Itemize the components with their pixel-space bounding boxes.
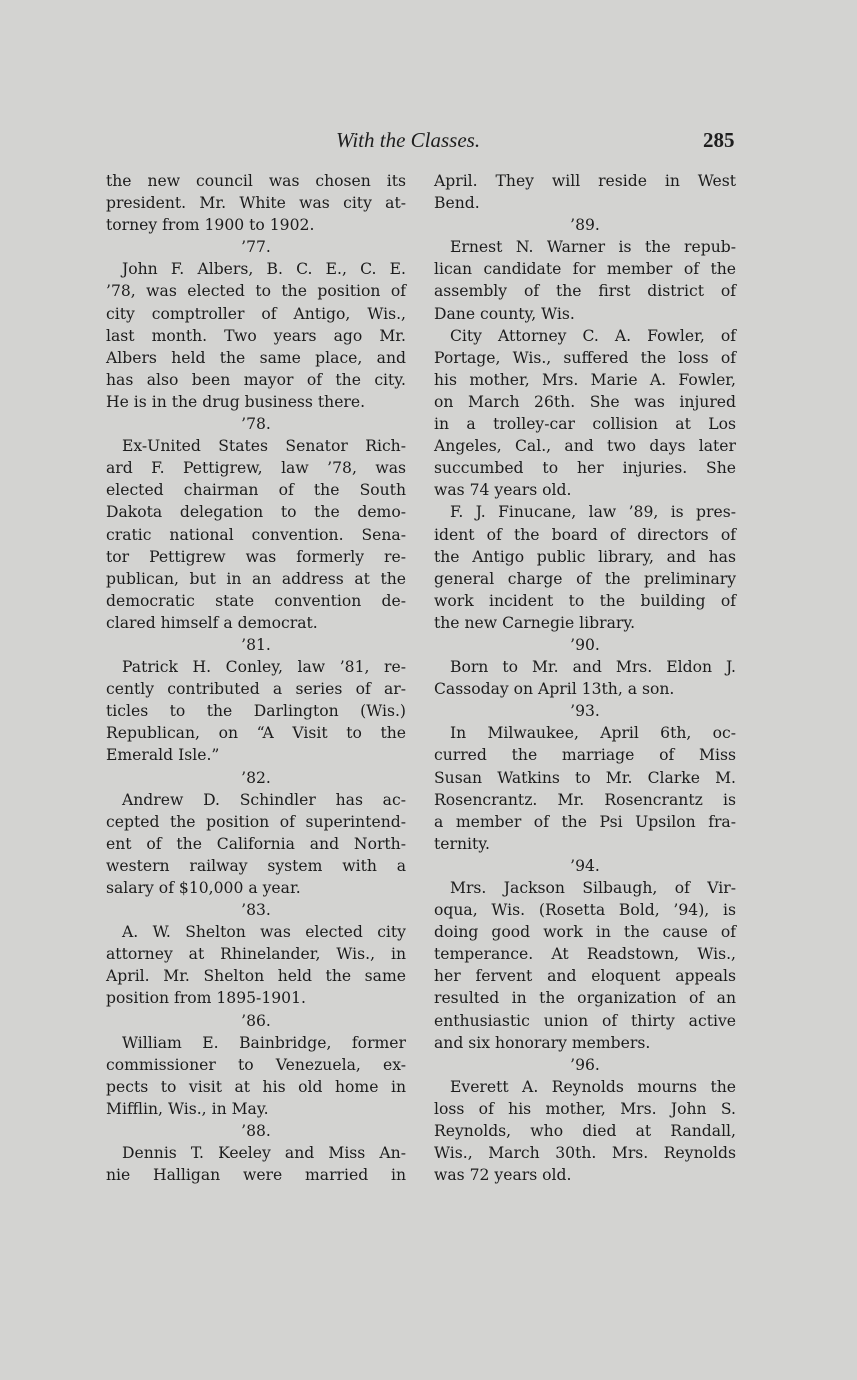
paragraph-line: has also been mayor of the city.	[106, 370, 406, 389]
class-year-heading: ’77.	[241, 238, 271, 257]
right-column	[434, 170, 736, 1186]
paragraph-line: the new council was chosen its	[106, 172, 406, 190]
paragraph-line: succumbed to her injuries. She	[434, 459, 736, 478]
class-year-heading: ’83.	[241, 901, 271, 920]
paragraph-line: curred the marriage of Miss	[434, 746, 736, 765]
paragraph-line: western railway system with a	[106, 856, 406, 875]
paragraph-line: cratic national convention. Sena-	[106, 525, 406, 544]
paragraph-line: A. W. Shelton was elected city	[122, 923, 406, 942]
paragraph-line: Ernest N. Warner is the repub-	[450, 238, 736, 257]
paragraph-line: the new Carnegie library.	[434, 613, 636, 632]
class-year-heading: ’88.	[241, 1122, 271, 1141]
paragraph-line: ident of the board of directors of	[434, 525, 736, 544]
paragraph-line: was 74 years old.	[434, 481, 572, 500]
paragraph-line: Mrs. Jackson Silbaugh, of Vir-	[450, 879, 736, 897]
paragraph-line: April. They will reside in West	[434, 172, 736, 190]
paragraph-line: City Attorney C. A. Fowler, of	[450, 326, 736, 345]
paragraph-line: ard F. Pettigrew, law ’78, was	[106, 459, 406, 478]
paragraph-line: resulted in the organization of an	[434, 989, 736, 1008]
paragraph-line: position from 1895-1901.	[106, 989, 306, 1008]
paragraph-line: ticles to the Darlington (Wis.)	[106, 702, 406, 721]
paragraph-line: general charge of the preliminary	[434, 569, 736, 588]
class-year-heading: ’89.	[570, 216, 600, 235]
class-year-heading: ’96.	[570, 1055, 600, 1074]
paragraph-line: Cassoday on April 13th, a son.	[434, 680, 675, 699]
paragraph-line: elected chairman of the South	[106, 481, 406, 500]
paragraph-line: F. J. Finucane, law ’89, is pres-	[450, 503, 736, 522]
paragraph-line: Ex-United States Senator Rich-	[122, 437, 406, 456]
paragraph-line: commissioner to Venezuela, ex-	[106, 1055, 406, 1074]
paragraph-line: last month. Two years ago Mr.	[106, 326, 406, 345]
paragraph-line: and six honorary members.	[434, 1033, 651, 1052]
paragraph-line: Everett A. Reynolds mourns the	[450, 1077, 736, 1096]
paragraph-line: Patrick H. Conley, law ’81, re-	[122, 658, 406, 677]
paragraph-line: ’78, was elected to the position of	[106, 282, 406, 301]
paragraph-line: Mifflin, Wis., in May.	[106, 1099, 269, 1118]
paragraph-line: a member of the Psi Upsilon fra-	[434, 812, 736, 831]
paragraph-line: Bend.	[434, 194, 480, 213]
paragraph-line: Dennis T. Keeley and Miss An-	[122, 1144, 406, 1163]
paragraph-line: Born to Mr. and Mrs. Eldon J.	[450, 658, 736, 677]
paragraph-line: clared himself a democrat.	[106, 613, 318, 632]
paragraph-line: nie Halligan were married in	[106, 1166, 406, 1185]
paragraph-line: work incident to the building of	[434, 591, 736, 610]
left-column	[106, 170, 406, 1186]
paragraph-line: assembly of the first district of	[434, 282, 736, 301]
paragraph-line: April. Mr. Shelton held the same	[106, 967, 406, 986]
paragraph-line: Rosencrantz. Mr. Rosencrantz is	[434, 790, 736, 809]
class-year-heading: ’82.	[241, 768, 271, 787]
paragraph-line: Emerald Isle.”	[106, 746, 220, 765]
class-year-heading: ’90.	[570, 635, 600, 654]
paragraph-line: lican candidate for member of the	[434, 260, 736, 279]
paragraph-line: salary of $10,000 a year.	[106, 879, 301, 897]
paragraph-line: his mother, Mrs. Marie A. Fowler,	[434, 370, 736, 389]
paragraph-line: ternity.	[434, 834, 490, 853]
paragraph-line: Dane county, Wis.	[434, 304, 575, 323]
paragraph-line: ent of the California and North-	[106, 834, 406, 853]
paragraph-line: Dakota delegation to the demo-	[106, 503, 406, 522]
paragraph-line: the Antigo public library, and has	[434, 547, 736, 566]
paragraph-line: tor Pettigrew was formerly re-	[106, 547, 406, 566]
paragraph-line: on March 26th. She was injured	[434, 392, 736, 411]
paragraph-line: temperance. At Readstown, Wis.,	[434, 945, 736, 964]
paragraph-line: Susan Watkins to Mr. Clarke M.	[434, 768, 736, 787]
paragraph-line: in a trolley-car collision at Los	[434, 415, 736, 434]
paragraph-line: He is in the drug business there.	[106, 392, 366, 411]
paragraph-line: Reynolds, who died at Randall,	[434, 1122, 736, 1141]
page-number: 285	[703, 128, 735, 152]
paragraph-line: publican, but in an address at the	[106, 569, 406, 588]
paragraph-line: Wis., March 30th. Mrs. Reynolds	[434, 1144, 736, 1163]
paragraph-line: cently contributed a series of ar-	[106, 680, 406, 699]
paragraph-line: loss of his mother, Mrs. John S.	[434, 1099, 736, 1118]
paragraph-line: oqua, Wis. (Rosetta Bold, ’94), is	[434, 901, 736, 920]
class-year-heading: ’78.	[241, 415, 271, 434]
paragraph-line: Andrew D. Schindler has ac-	[122, 790, 406, 809]
paragraph-line: city comptroller of Antigo, Wis.,	[106, 304, 406, 323]
running-title: With the Classes.	[336, 128, 481, 152]
paragraph-line: democratic state convention de-	[106, 591, 406, 610]
class-year-heading: ’94.	[570, 856, 600, 875]
paragraph-line: her fervent and eloquent appeals	[434, 967, 736, 986]
paragraph-line: In Milwaukee, April 6th, oc-	[450, 724, 736, 743]
paragraph-line: William E. Bainbridge, former	[122, 1033, 406, 1052]
paragraph-line: Portage, Wis., suffered the loss of	[434, 348, 736, 367]
class-year-heading: ’81.	[241, 635, 271, 654]
paragraph-line: enthusiastic union of thirty active	[434, 1011, 736, 1030]
paragraph-line: torney from 1900 to 1902.	[106, 216, 315, 235]
class-year-heading: ’93.	[570, 702, 600, 721]
paragraph-line: was 72 years old.	[434, 1166, 572, 1185]
paragraph-line: attorney at Rhinelander, Wis., in	[106, 945, 406, 964]
paragraph-line: Angeles, Cal., and two days later	[434, 437, 736, 456]
class-year-heading: ’86.	[241, 1011, 271, 1030]
paragraph-line: Republican, on “A Visit to the	[106, 724, 406, 743]
paragraph-line: pects to visit at his old home in	[106, 1077, 406, 1096]
paragraph-line: doing good work in the cause of	[434, 923, 736, 942]
paragraph-line: Albers held the same place, and	[106, 348, 406, 367]
paragraph-line: president. Mr. White was city at-	[106, 194, 406, 213]
paragraph-line: John F. Albers, B. C. E., C. E.	[122, 260, 406, 279]
paragraph-line: cepted the position of superintend-	[106, 812, 406, 831]
